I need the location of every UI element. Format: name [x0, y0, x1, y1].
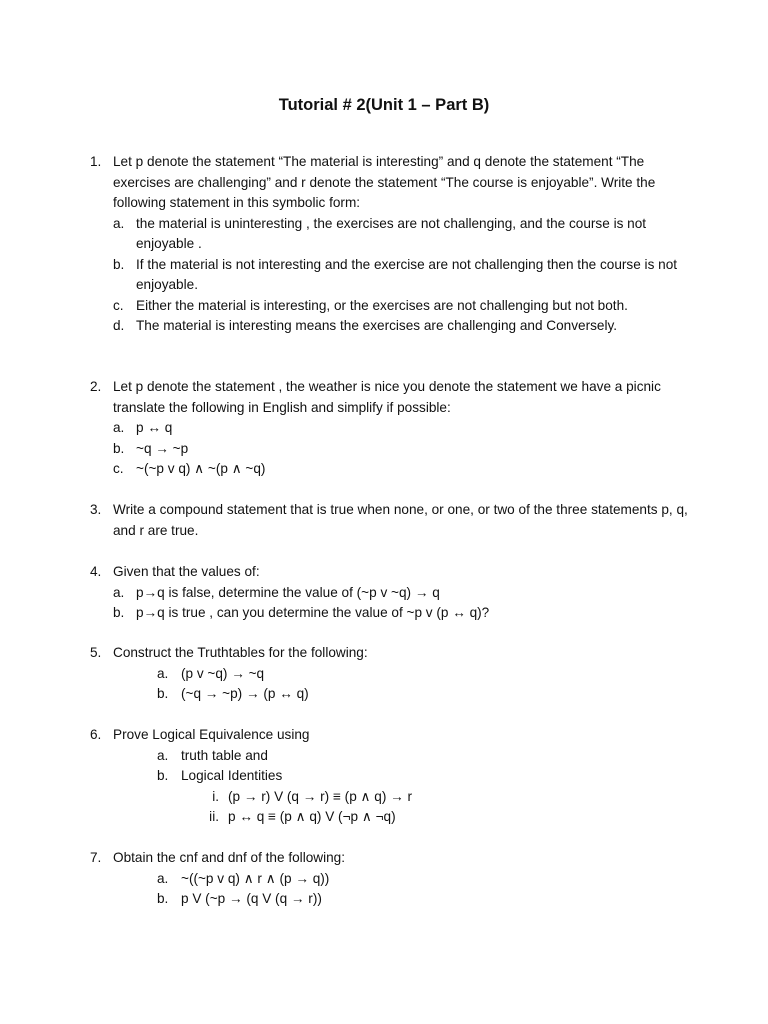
list-item — [113, 418, 690, 439]
item-text: Either the material is interesting, or the exercises are not challenging but not both. — [136, 297, 628, 313]
question-1 — [90, 152, 690, 337]
list-item — [113, 214, 690, 255]
list-item — [113, 603, 690, 624]
list-item — [113, 439, 690, 460]
item-text: p ↔ q — [136, 420, 173, 435]
page-title: Tutorial # 2(Unit 1 – Part B) — [278, 96, 490, 114]
question-3 — [90, 500, 690, 541]
list-subitem — [197, 807, 690, 828]
item-text: The material is interesting means the exercises are challenging and Conversely. — [136, 318, 618, 333]
question-2 — [90, 377, 690, 480]
item-label: c. — [113, 461, 124, 476]
item-text: p→q is false, determine the value of (~p v ~q) → q — [136, 584, 440, 600]
item-text: If the material is not interesting and the exercise are not challenging then the course is not enjoyable. — [136, 256, 678, 292]
question-text: Let p denote the statement , the weather is nice you denote the statement we have a picnic translate the following in English and simplify if possible: — [113, 379, 661, 415]
list-item — [113, 255, 690, 296]
question-5 — [90, 643, 690, 705]
question-number: 6. — [90, 727, 102, 742]
item-label: a. — [113, 584, 125, 600]
question-text: Let p denote the statement “The material is interesting” and q denote the statement “The exercises are challenging” and r denote the statement “The course is enjoyable”. Write the following statement in this symbolic form: — [113, 154, 656, 210]
list-item — [157, 746, 690, 767]
question-number: 5. — [90, 645, 102, 660]
item-text: p V (~p → (q V (q → r)) — [181, 891, 322, 906]
question-number: 3. — [90, 502, 102, 517]
item-label: b. — [157, 891, 169, 906]
item-label: c. — [113, 297, 124, 313]
question-6 — [90, 725, 690, 828]
item-label: b. — [157, 768, 169, 783]
item-text: (~q → ~p) → (p ↔ q) — [181, 686, 309, 701]
list-subitem — [197, 787, 690, 808]
item-text: ~q → ~p — [136, 440, 189, 456]
item-label: a. — [113, 215, 125, 231]
item-label: a. — [157, 870, 169, 886]
item-label: b. — [113, 605, 125, 620]
item-text: Logical Identities — [181, 768, 283, 783]
item-label: a. — [157, 665, 169, 681]
subitem-text: p ↔ q ≡ (p ∧ q) V (¬p ∧ ¬q) — [228, 809, 396, 824]
subitem-label: i. — [212, 788, 219, 804]
question-number: 7. — [90, 850, 102, 865]
question-text: Write a compound statement that is true when none, or one, or two of the three statements p, q, and r are true. — [113, 502, 688, 538]
question-number: 4. — [90, 564, 102, 579]
list-item — [157, 889, 690, 910]
list-item — [113, 296, 690, 317]
question-number: 2. — [90, 379, 102, 394]
item-text: ~((~p v q) ∧ r ∧ (p → q)) — [181, 870, 330, 886]
list-item — [157, 684, 690, 705]
item-label: a. — [113, 420, 125, 435]
item-text: the material is uninteresting , the exercises are not challenging, and the course is not enjoyable . — [136, 215, 647, 251]
list-item — [157, 664, 690, 685]
item-text: ~(~p v q) ∧ ~(p ∧ ~q) — [136, 461, 266, 476]
question-7 — [90, 848, 690, 910]
question-4 — [90, 562, 690, 624]
list-item — [157, 766, 690, 787]
question-text: Given that the values of: — [113, 564, 260, 579]
subitem-label: ii. — [209, 809, 219, 824]
item-text: (p v ~q) → ~q — [181, 665, 265, 681]
subitem-text: (p → r) V (q → r) ≡ (p ∧ q) → r — [228, 788, 413, 804]
item-text: p→q is true , can you determine the value of ~p v (p ↔ q)? — [136, 605, 490, 620]
list-item — [113, 459, 690, 480]
question-number: 1. — [90, 154, 102, 169]
list-item — [113, 583, 690, 604]
list-item — [113, 316, 690, 337]
question-text: Prove Logical Equivalence using — [113, 727, 310, 742]
item-label: b. — [157, 686, 169, 701]
item-label: d. — [113, 318, 125, 333]
item-label: b. — [113, 440, 125, 456]
item-label: a. — [157, 747, 169, 763]
question-text: Obtain the cnf and dnf of the following: — [113, 850, 346, 865]
item-text: truth table and — [181, 747, 268, 763]
question-text: Construct the Truthtables for the following: — [113, 645, 368, 660]
list-item — [157, 869, 690, 890]
item-label: b. — [113, 256, 125, 272]
